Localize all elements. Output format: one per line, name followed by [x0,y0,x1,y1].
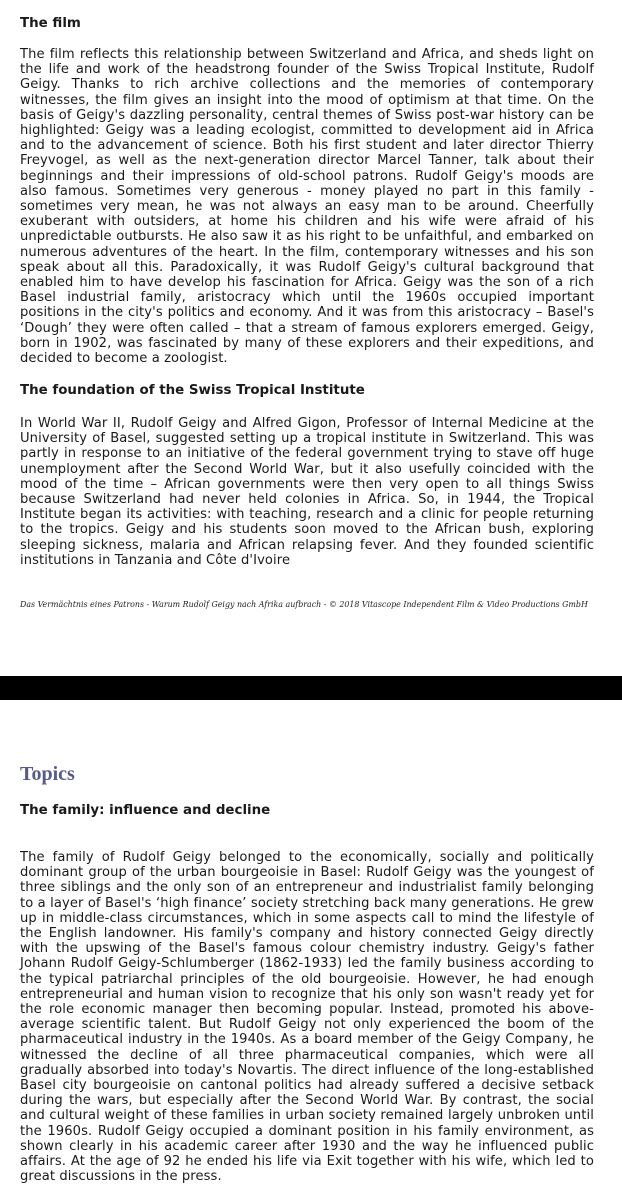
document-page-2 [0,700,622,1200]
film-heading: The film [20,16,81,31]
foundation-heading: The foundation of the Swiss Tropical Institute [20,383,365,398]
foundation-paragraph: In World War II, Rudolf Geigy and Alfred Gigon, Professor of Internal Medicine at the University of Basel, suggested setting up a tropical institute in Switzerland. This was partly in response to an initiative of the federal government trying to stave off huge unemployment after the Second World War, but it also usefully coincided with the mood of the time – African governments were then very open to all things Swiss because Switzerland had never held colonies in Africa. So, in 1944, the Tropical Institute began its activities: with teaching, research and a clinic for people returning to the tropics. Geigy and his students soon moved to the African bush, exploring sleeping sickness, malaria and African relapsing fever. And they founded scientific institutions in Tanzania and Côte d'Ivoire [20,416,594,568]
family-heading: The family: influence and decline [20,803,271,818]
clipped-previous-line [0,0,622,6]
page-footer: Das Vermächtnis eines Patrons - Warum Rudolf Geigy nach Afrika aufbrach - © 2018 Vitascope Independent Film & Video Productions GmbH [20,600,588,609]
film-paragraph: The film reflects this relationship between Switzerland and Africa, and sheds light on the life and work of the headstrong founder of the Swiss Tropical Institute, Rudolf Geigy. Thanks to rich archive collections and the memories of contemporary witnesses, the film gives an insight into the mood of optimism at that time. On the basis of Geigy's dazzling personality, central themes of Swiss post-war history can be highlighted: Geigy was a leading ecologist, committed to development aid in Africa and to the advancement of science. Both his first student and later director Thierry Freyvogel, as well as the next-generation director Marcel Tanner, talk about their beginnings and their impressions of old-school patrons. Rudolf Geigy's moods are also famous. Sometimes very generous - money played no part in this family - sometimes very mean, he was not always an easy man to be around. Cheerfully exuberant with outsiders, at home his children and his wife were afraid of his unpredictable outbursts. He also saw it as his right to be unfaithful, and embarked on numerous adventures of the heart. In the film, contemporary witnesses and his son speak about all this. Paradoxically, it was Rudolf Geigy's cultural background that enabled him to have develop his fascination for Africa. Geigy was the son of a rich Basel industrial family, aristocracy which until the 1960s occupied important positions in the city's politics and economy. And it was from this aristocracy – Basel's ‘Dough’ they were often called – that a stream of famous explorers emerged. Geigy, born in 1902, was fascinated by many of these explorers and their expeditions, and decided to become a zoologist. [20,47,594,367]
family-paragraph: The family of Rudolf Geigy belonged to the economically, socially and politically dominant group of the urban bourgeoisie in Basel: Rudolf Geigy was the youngest of three siblings and the only son of an entrepreneur and industrialist family belonging to a layer of Basel's ‘high finance’ society stretching back many generations. He grew up in middle-class circumstances, which in some aspects call to mind the lifestyle of the English landowner. His family's company and history connected Geigy directly with the upswing of the Basel's famous colour chemistry industry. Geigy's father Johann Rudolf Geigy-Schlumberger (1862-1933) led the family business according to the typical patriarchal principles of the old bourgeoisie. However, he had enough entrepreneurial and human vision to recognize that his only son wasn't ready yet for the role economic manager then becoming popular. Instead, promoted his above-average scientific talent. But Rudolf Geigy not only experienced the boom of the pharmaceutical industry in the 1940s. As a board member of the Geigy Company, he witnessed the decline of all three pharmaceutical companies, which were all gradually absorbed into today's Novartis. The direct influence of the long-established Basel city bourgeoisie on cantonal politics had already suffered a decisive setback during the wars, but especially after the Second World War. By contrast, the social and cultural weight of these families in urban society remained largely unbroken until the 1960s. Rudolf Geigy occupied a dominant position in his family environment, as shown clearly in his academic career after 1930 and the way he influenced public affairs. At the age of 92 he ended his life via Exit together with his wife, which led to great discussions in the press. [20,850,594,1185]
topics-heading: Topics [20,763,75,785]
page-divider [0,676,622,700]
